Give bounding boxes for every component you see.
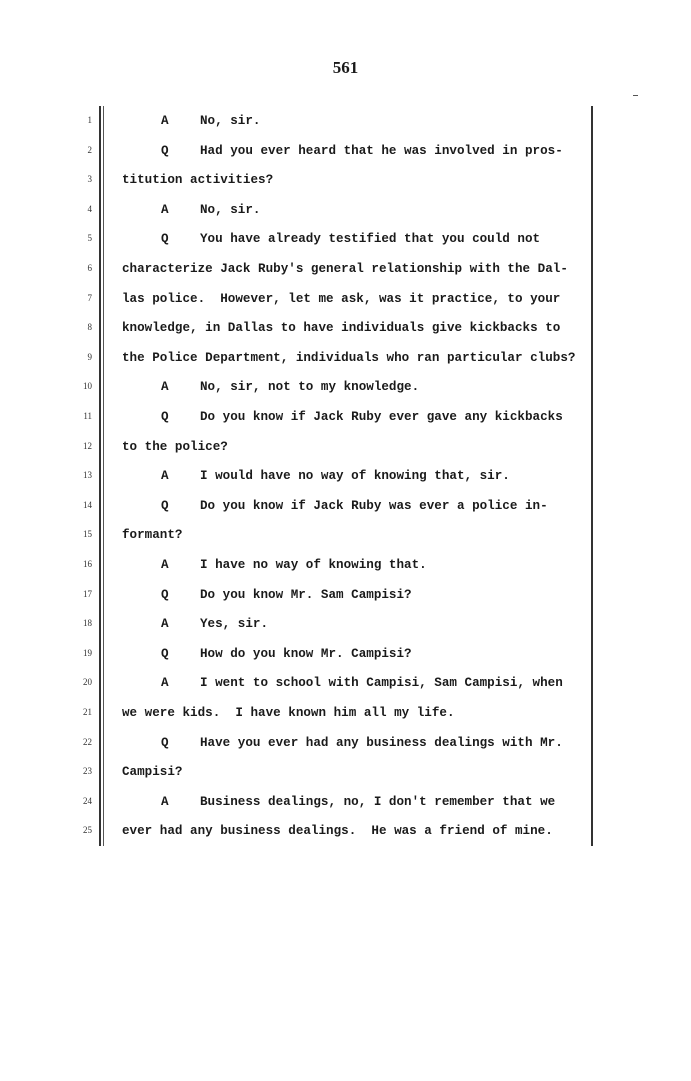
line-number: 11 [83,411,92,421]
line-number: 5 [87,233,92,244]
speaker-marker: Q [161,410,169,424]
line-text: las police. However, let me ask, was it practice, to your [122,291,561,306]
line-number: 23 [83,766,92,777]
speaker-marker: A [161,617,169,632]
line-number: 4 [87,203,92,214]
transcript-line [122,409,592,425]
line-number: 18 [83,618,92,629]
line-number: 24 [83,795,92,806]
transcript-line [122,557,592,573]
transcript-line [122,646,592,662]
transcript-line [122,794,592,810]
transcript-line [122,172,592,188]
transcript-line [122,379,592,395]
left-margin-rule-inner [103,106,104,846]
speaker-marker: Q [161,498,169,513]
line-number: 12 [83,440,92,451]
line-number: 6 [87,263,92,273]
transcript-line [122,291,592,307]
speaker-marker: Q [161,232,169,247]
line-text: titution activities? [122,173,274,188]
line-number: 21 [83,707,92,717]
line-number: 25 [83,825,92,836]
line-number: 9 [87,351,92,362]
transcript-line [122,527,592,543]
line-number: 20 [83,677,92,688]
line-number: 22 [83,736,92,747]
transcript-line [122,113,592,129]
left-margin-rule [99,106,101,846]
line-text: Yes, sir. [200,617,269,632]
line-number: 2 [87,144,92,155]
line-text: knowledge, in Dallas to have individuals give kickbacks to [122,321,561,336]
line-text: Campisi? [122,765,183,780]
transcript-line [122,735,592,751]
speaker-marker: Q [161,646,169,661]
line-text: Had you ever heard that he was involved in pros- [200,143,563,158]
line-text: Do you know Mr. Sam Campisi? [200,587,412,602]
speaker-marker: A [161,676,169,691]
line-text: No, sir, not to my knowledge. [200,380,420,395]
line-text: characterize Jack Ruby's general relationship with the Dal- [122,262,568,276]
transcript-line [122,231,592,247]
line-text: Business dealings, no, I don't remember that we [200,794,556,809]
line-text: Do you know if Jack Ruby was ever a police in- [200,498,548,513]
transcript-line [122,320,592,336]
line-number: 7 [87,292,92,303]
transcript-line [122,498,592,514]
line-number: 8 [87,322,92,333]
line-number: 16 [83,559,92,569]
speaker-marker: A [161,558,169,572]
speaker-marker: A [161,794,169,809]
speaker-marker: A [161,380,169,395]
line-number: 14 [83,499,92,510]
line-number: 1 [87,115,92,125]
line-text: the Police Department, individuals who ran particular clubs? [122,350,576,365]
speaker-marker: A [161,202,169,217]
page-number: 561 [332,58,359,77]
line-text: You have already testified that you could not [200,232,541,247]
transcript-line [122,705,592,721]
corner-mark [633,95,638,96]
speaker-marker: A [161,469,169,484]
transcript-line [122,202,592,218]
transcript-line [122,350,592,366]
line-text: ever had any business dealings. He was a friend of mine. [122,824,553,839]
transcript-line [122,261,592,277]
transcript-line [122,468,592,484]
transcript-line [122,439,592,455]
transcript-line [122,675,592,691]
speaker-marker: Q [161,143,169,158]
transcript-line [122,823,592,839]
line-text: I have no way of knowing that. [200,558,427,572]
line-text: I would have no way of knowing that, sir. [200,469,510,484]
line-text: How do you know Mr. Campisi? [200,646,412,661]
line-text: we were kids. I have known him all my life. [122,706,455,720]
transcript-line [122,587,592,603]
transcript-line [122,616,592,632]
line-text: Have you ever had any business dealings with Mr. [200,735,563,750]
line-number: 17 [83,588,92,599]
speaker-marker: Q [161,735,169,750]
line-number: 10 [83,381,92,392]
line-text: No, sir. [200,114,261,128]
line-number: 13 [83,470,92,481]
line-text: to the police? [122,439,228,454]
transcript-line [122,764,592,780]
line-number: 15 [83,529,92,540]
transcript-line [122,143,592,159]
line-text: formant? [122,528,183,543]
line-text: Do you know if Jack Ruby ever gave any kickbacks [200,410,563,424]
line-number: 3 [87,174,92,185]
speaker-marker: Q [161,587,169,602]
line-text: No, sir. [200,202,261,217]
line-number: 19 [83,647,92,658]
line-text: I went to school with Campisi, Sam Campisi, when [200,676,563,691]
speaker-marker: A [161,114,169,128]
